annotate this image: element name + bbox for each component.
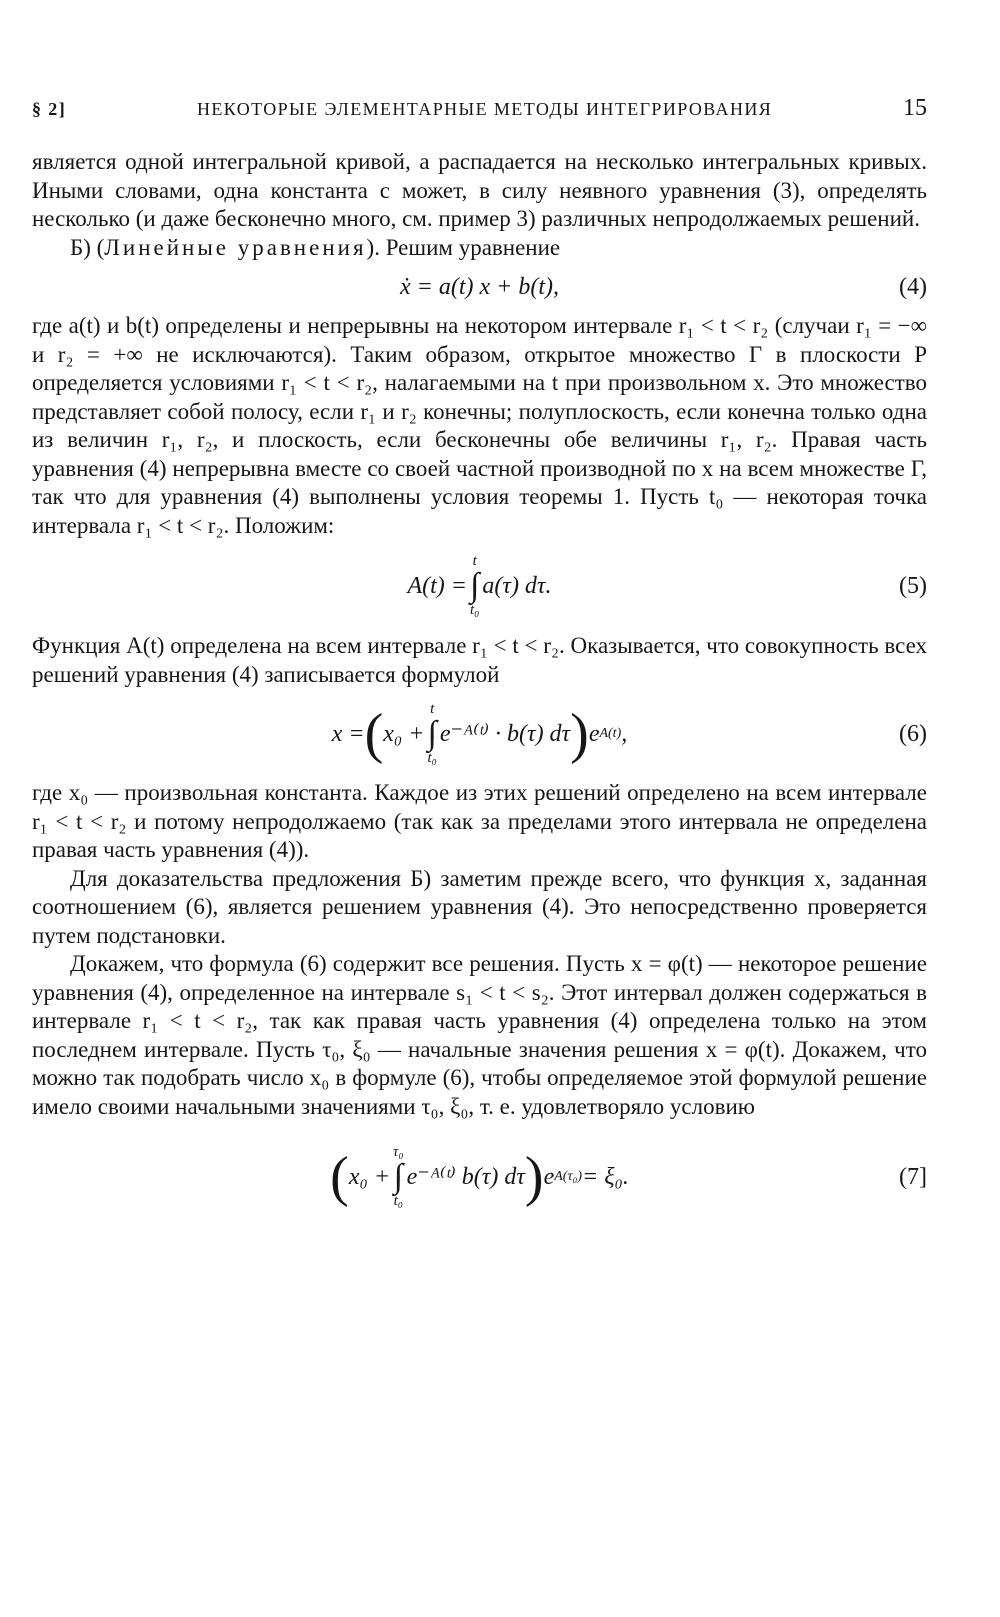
left-paren-icon: ( [330, 1146, 349, 1208]
equation-7-tail: = ξ₀. [582, 1163, 629, 1190]
integral-7 [393, 1145, 404, 1209]
right-paren-icon: ) [570, 703, 589, 765]
item-label: Б) ( [70, 234, 105, 260]
integral-6-upper: t [430, 701, 435, 717]
chapter-title: НЕКОТОРЫЕ ЭЛЕМЕНТАРНЫЕ МЕТОДЫ ИНТЕГРИРОВАНИЯ [196, 99, 773, 119]
integral-5-upper: t [472, 553, 477, 569]
equation-6-factor: e [588, 720, 600, 747]
integral-sign-icon: ∫ [470, 567, 480, 604]
equation-7 [32, 1121, 927, 1233]
paragraph-3: где a(t) и b(t) определены и непрерывны на некотором интервале r₁ < t < r₂ (случаи r₁ = −∞ и r₂ = +∞ не исключаются). Таким образом, открытое множество Γ в плоскости P определяется условиями r₁ < t < r₂, налагаемыми на t при произвольном x. Это множество представляет собой полосу, если r₁ и r₂ конечны; полуплоскость, если конечна только одна из величин r₁, r₂, и плоскость, если бесконечны обе величины r₁, r₂. Правая часть уравнения (4) непрерывна вместе со своей частной производной по x на всем множестве Γ, так что для уравнения (4) выполнены условия теоремы 1. Пусть t₀ — некоторая точка интервала r₁ < t < r₂. Положим: [32, 313, 927, 538]
integral-7-lower: t₀ [393, 1193, 404, 1209]
paragraph-linear-equations [32, 234, 927, 263]
integral-sign-icon: ∫ [427, 715, 437, 752]
equation-4 [32, 262, 927, 312]
page-number: 15 [902, 95, 927, 121]
integral-5-lower: t₀ [469, 602, 480, 618]
equation-6-exponent: A(t) [599, 725, 622, 741]
equation-6 [32, 689, 927, 779]
running-header [32, 95, 927, 122]
equation-5-lhs: A(t) = [407, 572, 467, 599]
equation-5-integrand: a(τ) dτ. [482, 572, 552, 599]
item-heading: Линейные уравнения [104, 234, 367, 260]
item-lead-in: ). Решим уравнение [366, 234, 561, 260]
paragraph-7: Докажем, что формула (6) содержит все решения. Пусть x = φ(t) — некоторое решение уравнения (4), определенное на интервале s₁ < t < s₂. Этот интервал должен содержаться в интервале r₁ < t < r₂, так как правая часть уравнения (4) определена только на этом последнем интервале. Пусть τ₀, ξ₀ — начальные значения решения x = φ(t). Докажем, что можно так подобрать число x₀ в формуле (6), чтобы определяемое этой формулой решение имело своими начальными значениями τ₀, ξ₀, т. е. удовлетворяло условию [32, 951, 927, 1119]
equation-6-inner-start: x₀ + [383, 720, 425, 747]
equation-5-number: (5) [899, 572, 927, 599]
equation-7-integrand: e⁻ᴬ⁽ᵗ⁾ b(τ) dτ [406, 1163, 525, 1190]
section-marker: § 2] [32, 99, 67, 119]
equation-6-integrand: e⁻ᴬ⁽ᵗ⁾ · b(τ) dτ [439, 720, 571, 747]
equation-4-number: (4) [899, 273, 927, 300]
paragraph-1: является одной интегральной кривой, а распадается на несколько интегральных кривых. Иными словами, одна константа с может, в силу неявного уравнения (3), определять несколько (и даже бесконечно много, см. пример 3) различных непродолжаемых решений. [32, 149, 927, 231]
equation-7-factor: e [543, 1163, 555, 1190]
equation-7-number: (7] [899, 1163, 927, 1190]
equation-7-inner-start: x₀ + [348, 1163, 391, 1190]
equation-6-tail: , [621, 720, 628, 747]
right-paren-icon: ) [524, 1146, 544, 1208]
equation-4-body: ẋ = a(t) x + b(t), [400, 273, 559, 300]
equation-5 [32, 540, 927, 632]
paragraph-4: Функция A(t) определена на всем интервале r₁ < t < r₂. Оказывается, что совокупность всех решений уравнения (4) записывается формулой [32, 633, 927, 687]
integral-7-upper: τ₀ [393, 1144, 404, 1160]
left-paren-icon: ( [364, 703, 384, 765]
paragraph-6: Для доказательства предложения Б) заметим прежде всего, что функция x, заданная соотношением (6), является решением уравнения (4). Это непосредственно проверяется путем подстановки. [32, 865, 927, 948]
integral-5 [470, 554, 479, 618]
page-body [32, 148, 927, 1233]
integral-6-lower: t₀ [427, 750, 437, 766]
integral-6 [427, 702, 436, 766]
paragraph-5: где x₀ — произвольная константа. Каждое из этих решений определено на всем интервале r₁ < t < r₂ и потому непродолжаемо (так как за пределами этого интервала не определена правая часть уравнения (4)). [32, 780, 927, 862]
integral-sign-icon: ∫ [393, 1158, 403, 1195]
equation-7-exponent: A(τ₀) [554, 1168, 582, 1184]
equation-6-lhs: x = [331, 720, 365, 747]
equation-6-number: (6) [899, 720, 927, 747]
